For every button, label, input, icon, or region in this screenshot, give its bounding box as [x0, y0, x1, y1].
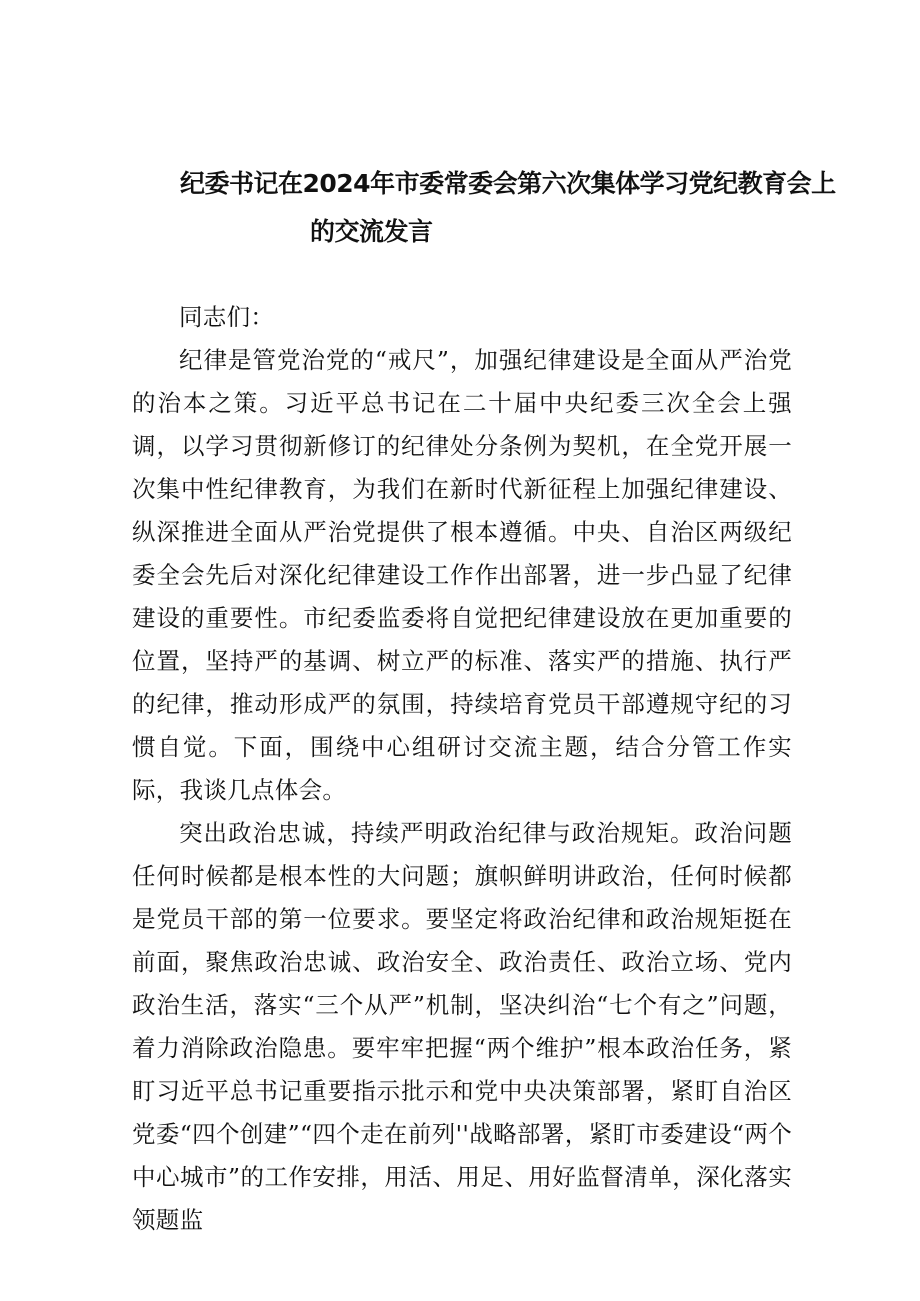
document-title: [180, 160, 836, 256]
paragraph-political-loyalty: 突出政治忠诚，持续严明政治纪律与政治规矩。政治问题任何时候都是根本性的大问题；旗帜鲜明讲政治，任何时候都是党员干部的第一位要求。要坚定将政治纪律和政治规矩挺在前面，聚焦政治忠诚、政治安全、政治责任、政治立场、党内政治生活，落实“三个从严”机制，坚决纠治“七个有之”问题，着力消除政治隐患。要牢牢把握“两个维护”根本政治任务，紧盯习近平总书记重要指示批示和党中央决策部署，紧盯自治区党委“四个创建”“四个走在前列''战略部署，紧盯市委建设“两个中心城市”的工作安排，用活、用足、用好监督清单，深化落实领题监: [132, 819, 792, 1234]
title-line-2: 的交流发言: [310, 217, 433, 246]
document-body: [132, 296, 792, 1242]
paragraph-intro: 纪律是管党治党的“戒尺”，加强纪律建设是全面从严治党的治本之策。习近平总书记在二十届中央纪委三次全会上强调，以学习贯彻新修订的纪律处分条例为契机，在全党开展一次集中性纪律教育，为我们在新时代新征程上加强纪律建设、纵深推进全面从严治党提供了根本遵循。中央、自治区两级纪委全会先后对深化纪律建设工作作出部署，进一步凸显了纪律建设的重要性。市纪委监委将自觉把纪律建设放在更加重要的位置，坚持严的基调、树立严的标准、落实严的措施、执行严的纪律，推动形成严的氛围，持续培育党员干部遵规守纪的习惯自觉。下面，围绕中心组研讨交流主题，结合分管工作实际，我谈几点体会。: [132, 346, 792, 804]
title-line-1: 纪委书记在2024年市委常委会第六次集体学习党纪教育会上: [180, 169, 836, 198]
salutation: 同志们：: [179, 303, 275, 331]
